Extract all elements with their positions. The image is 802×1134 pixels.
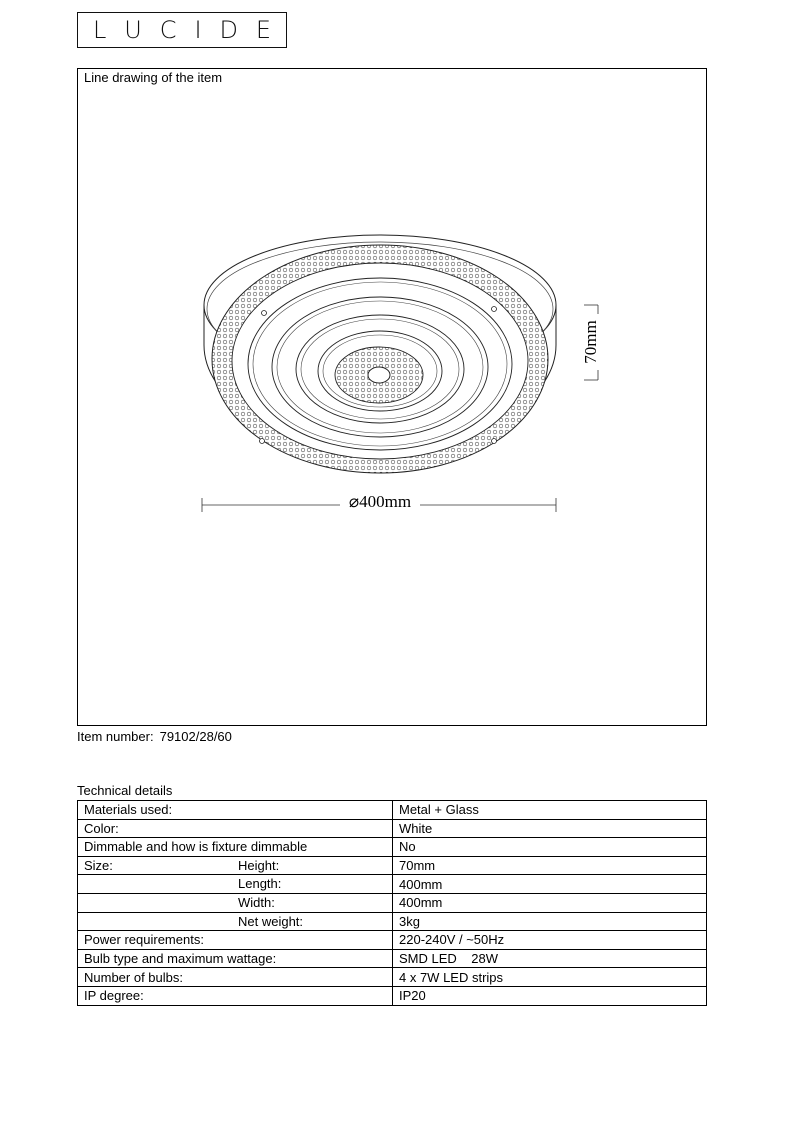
table-row	[78, 949, 707, 968]
item-number-label: Item number:	[77, 729, 154, 744]
logo-letter: D	[219, 16, 238, 44]
item-number-value: 79102/28/60	[159, 729, 232, 744]
line-drawing-panel	[77, 68, 707, 726]
row-value: White	[393, 819, 707, 838]
row-value: No	[393, 838, 707, 857]
table-row	[78, 801, 707, 820]
row-label: Bulb type and maximum wattage:	[84, 951, 277, 967]
drawing-caption: Line drawing of the item	[84, 70, 223, 85]
logo-letter: I	[194, 16, 202, 44]
row-label: Size:	[84, 858, 113, 874]
table-row	[78, 875, 707, 894]
row-value: 70mm	[393, 856, 707, 875]
logo-letter: U	[124, 16, 142, 44]
row-value: SMD LED 28W	[393, 949, 707, 968]
height-dimension	[578, 305, 602, 380]
diameter-dimension	[202, 491, 556, 512]
logo-letter: L	[92, 16, 107, 44]
table-row	[78, 912, 707, 931]
technical-details-table	[77, 800, 707, 1006]
row-sublabel: Width:	[238, 894, 275, 910]
table-row	[78, 931, 707, 950]
table-row	[78, 856, 707, 875]
logo-letter: E	[255, 16, 272, 44]
row-value: Metal + Glass	[393, 801, 707, 820]
row-label: IP degree:	[84, 988, 144, 1004]
table-row	[78, 819, 707, 838]
row-value: 400mm	[393, 875, 707, 894]
ceiling-light-drawing	[78, 69, 708, 727]
fixture-body	[204, 235, 556, 473]
brand-logo	[77, 12, 287, 48]
diameter-label: ⌀400mm	[348, 492, 412, 511]
row-label: Number of bulbs:	[84, 969, 183, 985]
row-value: 400mm	[393, 893, 707, 912]
logo-letter: C	[159, 16, 177, 44]
row-value: IP20	[393, 986, 707, 1005]
row-sublabel: Net weight:	[238, 913, 304, 929]
table-row	[78, 968, 707, 987]
row-label: Power requirements:	[84, 932, 204, 948]
row-value: 4 x 7W LED strips	[393, 968, 707, 987]
row-sublabel: Height:	[238, 857, 280, 873]
row-value: 220-240V / ~50Hz	[393, 931, 707, 950]
row-label: Dimmable and how is fixture dimmable	[84, 839, 308, 855]
technical-details-title: Technical details	[77, 783, 173, 798]
table-row	[78, 838, 707, 857]
table-row	[78, 893, 707, 912]
item-number	[77, 729, 232, 744]
row-sublabel: Length:	[238, 876, 282, 892]
height-label: 70mm	[581, 320, 600, 364]
row-label: Materials used:	[84, 802, 173, 818]
row-label: Color:	[84, 820, 119, 836]
row-value: 3kg	[393, 912, 707, 931]
table-row	[78, 986, 707, 1005]
